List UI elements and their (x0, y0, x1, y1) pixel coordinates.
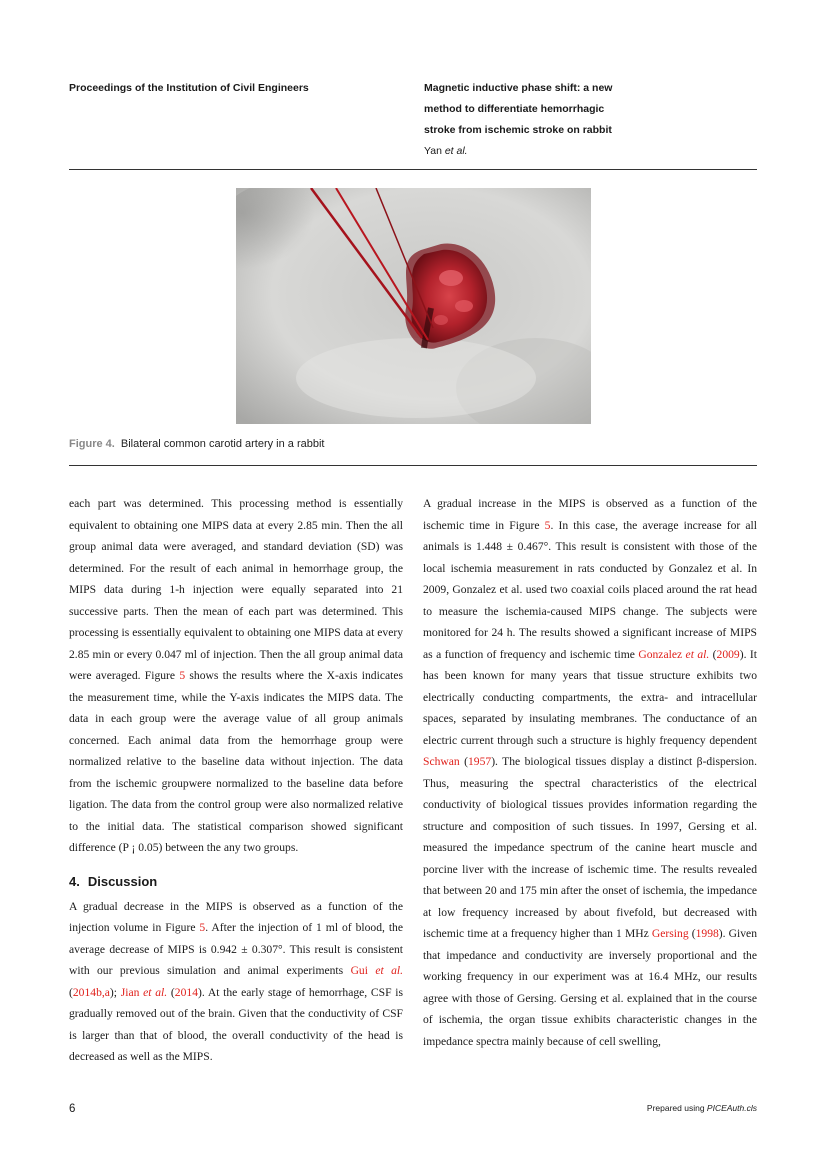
running-title (424, 78, 640, 162)
paragraph-methods: each part was determined. This processing method is essentially equivalent to obtaining one MIPS data at every 2.85 min. Then the all group animal data were averaged, and standard deviation (SD) was determined. For the result of each animal in hemorrhage group, the MIPS data during 1-h injection were equally separated into 21 successive parts. Then the mean of each part was determined. This processing is essentially equivalent to obtaining one MIPS data at every 2.85 min or every 0.047 ml of injection. Then the all group animal data were averaged. Figure 5 shows the results where the X-axis indicates the measurement time, while the Y-axis indicates the MIPS data. The data in each group were the average value of all group animals concerned. Each animal data from the hemorrhage group were normalized relative to the baseline data without injection. The data from the ischemic groupwere normalized to the baseline data before ligation. The data from the control group were also normalized relative to the initial data. The statistical comparison showed significant difference (P ¡ 0.05) between the any two groups. (69, 497, 403, 854)
page-number: 6 (69, 1103, 76, 1115)
citation-gonzalez[interactable]: Gonzalez et al. (638, 647, 710, 661)
citation-gersing-year[interactable]: 1998 (695, 927, 719, 940)
section-heading-discussion: 4. Discussion (69, 873, 158, 889)
paragraph-discussion: A gradual decrease in the MIPS is observed as a function of the injection volume in Figure 5. After the injection of 1 ml of blood, the average decrease of MIPS is 0.942 ± 0.307°. This result is consistent with our previous simulation and animal experiments Gui et al. (2014b,a); Jian et al. (2014). At the early stage of hemorrhage, CSF is gradually removed out of the brain. Given that the conductivity of CSF is larger than that of blood, the overall conductivity of the head is decreased as well as the MIPS. (69, 899, 404, 1063)
citation-gonzalez-year[interactable]: 2009 (716, 647, 740, 661)
paragraph-ischemia: A gradual increase in the MIPS is observed as a function of the ischemic time in Figure 5. In this case, the average increase for all animals is 1.448 ± 0.467°. This result is consistent with those of the local ischemia measurement in rats conducted by Gonzalez et al. In 2009, Gonzalez et al. used two coaxial coils placed around the rat head to measure the ischemia-caused MIPS change. The subjects were monitored for 24 h. The results showed a significant increase of MIPS as a function of frequency and ischemic time Gonzalez et al. (2009). It has been known for many years that tissue structure exhibits two electrically conducting compartments, the extra- and intracellular spaces, separated by insulating membranes. The conductance of an electric current through such a structure is highly frequency dependent Schwan (1957). The biological tissues display a distinct β-dispersion. Thus, measuring the spectral characteristics of the electrical conductivity of biological tissues provides information regarding the structure and composition of such tissues. In 1997, Gersing et al. measured the impedance spectrum of the canine heart muscle and porcine liver with the increase of ischemic time. The results revealed that between 20 and 175 min after the onset of ischemia, the impedance at low frequency increased by about fivefold, but decreased with ischemic time at a frequency higher than 1 MHz Gersing (1998). Given that impedance and conductivity are inversely proportional and the working frequency in our experiment was at 16.4 MHz, our results agree with those of Gersing. Gersing et al. explained that in the course of ischemia, the organ tissue exhibits characteristic changes in the impedance spectra mainly because of cell swelling, (423, 497, 758, 1048)
title-line-2: method to differentiate hemorrhagic (424, 103, 605, 115)
header-rule (69, 169, 757, 170)
citation-gui[interactable]: Gui et al. (350, 964, 404, 977)
figure-caption (69, 438, 325, 450)
citation-jian-year[interactable]: 2014 (174, 985, 198, 999)
citation-schwan[interactable]: Schwan (423, 755, 460, 768)
rabbit-carotid-photo (236, 188, 591, 424)
title-line-1: Magnetic inductive phase shift: a new (424, 82, 613, 94)
figure-rule (69, 465, 757, 466)
left-column (69, 493, 403, 1068)
figure-caption-text: Bilateral common carotid artery in a rabbit (120, 438, 325, 450)
citation-gui-year[interactable]: 2014b,a (72, 985, 110, 999)
citation-jian[interactable]: Jian et al. (120, 985, 168, 999)
journal-name: Proceedings of the Institution of Civil Engineers (69, 82, 309, 94)
citation-schwan-year[interactable]: 1957 (468, 755, 492, 768)
prepared-using: Prepared using PICEAuth.cls (646, 1103, 757, 1113)
figure-5-link[interactable]: 5 (199, 921, 206, 934)
figure-5-link[interactable]: 5 (179, 669, 186, 682)
figure-5-link[interactable]: 5 (544, 518, 551, 532)
citation-gersing[interactable]: Gersing (651, 927, 689, 940)
right-column (423, 493, 757, 1052)
figure-label: Figure 4. (69, 438, 115, 450)
authors: Yan et al. (424, 145, 468, 157)
title-line-3: stroke from ischemic stroke on rabbit (424, 124, 612, 136)
